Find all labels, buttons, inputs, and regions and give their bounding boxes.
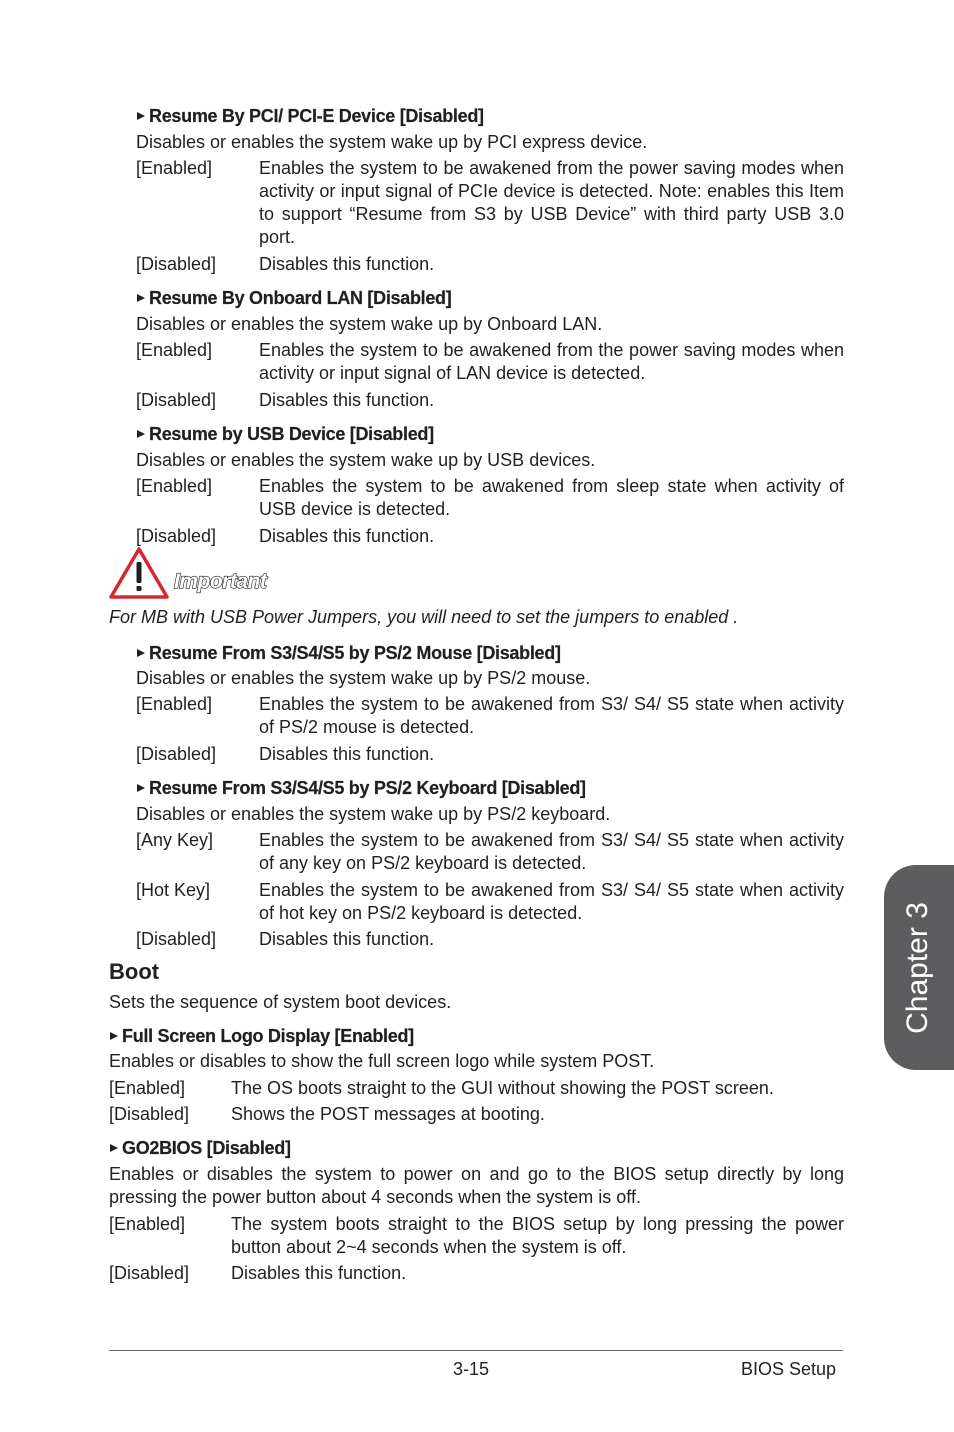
option-desc: Disables this function. bbox=[259, 744, 435, 764]
option-desc: Enables the system to be awakened from the power saving modes when activity or input signal of PCIe device is detected. Note: enables this Item to support “Resume from S3 by USB Device” with third party USB 3.0 port. bbox=[259, 158, 844, 247]
section-desc-boot: Sets the sequence of system boot devices. bbox=[109, 992, 452, 1012]
item-heading-full-screen-logo: Full Screen Logo Display [Enabled] bbox=[110, 1026, 414, 1047]
option-desc: Disables this function. bbox=[259, 254, 435, 274]
option-desc: Disables this function. bbox=[259, 390, 435, 410]
section-title-boot: Boot bbox=[109, 959, 160, 984]
option-key: [Enabled] bbox=[136, 476, 213, 496]
item-heading-usb: Resume by USB Device [Disabled] bbox=[137, 424, 434, 445]
chapter-tab bbox=[884, 865, 954, 1070]
triangle-right-icon bbox=[110, 1144, 118, 1152]
option-key: [Disabled] bbox=[136, 929, 217, 949]
footer-divider bbox=[109, 1350, 843, 1351]
triangle-right-icon bbox=[137, 294, 145, 302]
important-note: For MB with USB Power Jumpers, you will need to set the jumpers to enabled . bbox=[109, 607, 739, 627]
option-desc: Enables the system to be awakened from sleep state when activity of USB device is detected. bbox=[259, 476, 844, 519]
option-desc: Disables this function. bbox=[259, 526, 435, 546]
warning-triangle-icon bbox=[108, 546, 170, 600]
item-desc-lan: Disables or enables the system wake up by Onboard LAN. bbox=[136, 314, 603, 334]
item-heading-pci: Resume By PCI/ PCI-E Device [Disabled] bbox=[137, 106, 484, 127]
option-desc: Enables the system to be awakened from S3/ S4/ S5 state when activity of any key on PS/2 keyboard is detected. bbox=[259, 830, 844, 873]
item-desc-go2bios: Enables or disables the system to power on and go to the BIOS setup directly by long pressing the power button about 4 seconds when the system is off. bbox=[109, 1164, 844, 1207]
option-desc: The system boots straight to the BIOS setup by long pressing the power button about 2~4 seconds when the system is off. bbox=[231, 1214, 844, 1257]
option-desc: Disables this function. bbox=[231, 1263, 407, 1283]
item-heading-ps2-mouse: Resume From S3/S4/S5 by PS/2 Mouse [Disabled] bbox=[137, 643, 561, 664]
option-desc: The OS boots straight to the GUI without showing the POST screen. bbox=[231, 1078, 774, 1098]
triangle-right-icon bbox=[110, 1032, 118, 1040]
triangle-right-icon bbox=[137, 784, 145, 792]
triangle-right-icon bbox=[137, 112, 145, 120]
triangle-right-icon bbox=[137, 430, 145, 438]
option-key: [Disabled] bbox=[136, 390, 217, 410]
option-key: [Disabled] bbox=[109, 1263, 190, 1283]
item-desc-usb: Disables or enables the system wake up by USB devices. bbox=[136, 450, 596, 470]
option-key: [Enabled] bbox=[109, 1214, 186, 1234]
option-key: [Any Key] bbox=[136, 830, 214, 850]
important-label: Important bbox=[174, 570, 267, 593]
option-key: [Enabled] bbox=[136, 158, 213, 178]
item-desc-ps2-keyboard: Disables or enables the system wake up by PS/2 keyboard. bbox=[136, 804, 611, 824]
chapter-tab-label: Chapter 3 bbox=[901, 901, 934, 1034]
option-key: [Enabled] bbox=[136, 340, 213, 360]
option-key: [Hot Key] bbox=[136, 880, 211, 900]
option-desc: Enables the system to be awakened from S3/ S4/ S5 state when activity of PS/2 mouse is detected. bbox=[259, 694, 844, 737]
triangle-right-icon bbox=[137, 649, 145, 657]
item-desc-ps2-mouse: Disables or enables the system wake up by PS/2 mouse. bbox=[136, 668, 591, 688]
item-heading-go2bios: GO2BIOS [Disabled] bbox=[110, 1138, 291, 1159]
footer-section-title: BIOS Setup bbox=[741, 1359, 837, 1379]
option-desc: Shows the POST messages at booting. bbox=[231, 1104, 545, 1124]
option-key: [Disabled] bbox=[109, 1104, 190, 1124]
option-key: [Enabled] bbox=[136, 694, 213, 714]
item-heading-ps2-keyboard: Resume From S3/S4/S5 by PS/2 Keyboard [Disabled] bbox=[137, 778, 586, 799]
item-heading-lan: Resume By Onboard LAN [Disabled] bbox=[137, 288, 451, 309]
page-number: 3-15 bbox=[453, 1359, 490, 1379]
item-desc-full-screen-logo: Enables or disables to show the full screen logo while system POST. bbox=[109, 1051, 655, 1071]
option-desc: Enables the system to be awakened from the power saving modes when activity or input signal of LAN device is detected. bbox=[259, 340, 844, 383]
option-key: [Disabled] bbox=[136, 254, 217, 274]
option-key: [Disabled] bbox=[136, 526, 217, 546]
option-key: [Disabled] bbox=[136, 744, 217, 764]
item-desc-pci: Disables or enables the system wake up by PCI express device. bbox=[136, 132, 648, 152]
option-key: [Enabled] bbox=[109, 1078, 186, 1098]
option-desc: Disables this function. bbox=[259, 929, 435, 949]
option-desc: Enables the system to be awakened from S3/ S4/ S5 state when activity of hot key on PS/2 keyboard is detected. bbox=[259, 880, 844, 923]
